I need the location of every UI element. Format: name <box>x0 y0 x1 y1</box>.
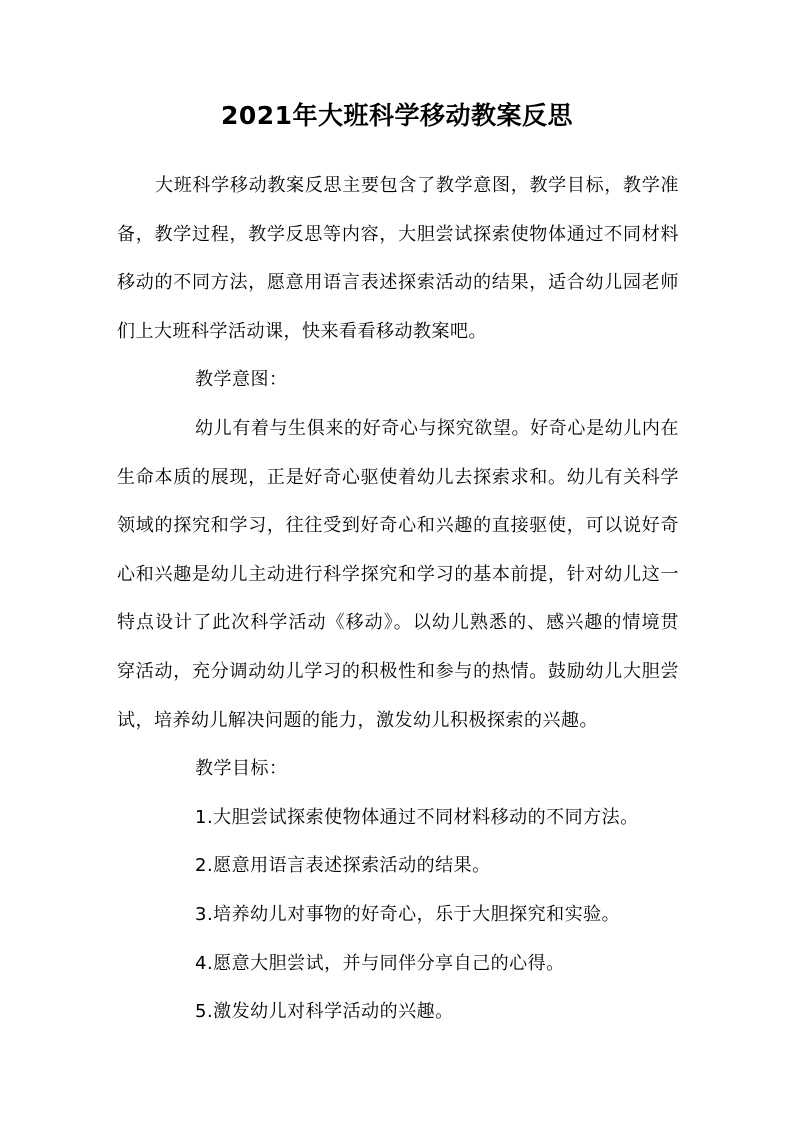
document-title: 2021年大班科学移动教案反思 <box>220 101 574 130</box>
goal-item: 3.培养幼儿对事物的好奇心，乐于大胆探究和实验。 <box>195 903 621 925</box>
goal-item: 5.激发幼儿对科学活动的兴趣。 <box>195 1001 454 1023</box>
intro-paragraph: 大班科学移动教案反思主要包含了教学意图，教学目标，教学准备，教学过程，教学反思等内容，大胆尝试探索使物体通过不同材料移动的不同方法，愿意用语言表述探索活动的结果，适合幼儿园老师们上大班科学活动课，快来看看移动教案吧。 <box>117 175 679 342</box>
goal-item: 4.愿意大胆尝试，并与同伴分享自己的心得。 <box>195 952 565 974</box>
document-body <box>117 162 679 1037</box>
section-intent-paragraph: 幼儿有着与生俱来的好奇心与探究欲望。好奇心是幼儿内在生命本质的展现，正是好奇心驱使着幼儿去探索求和。幼儿有关科学领域的探究和学习，往往受到好奇心和兴趣的直接驱使，可以说好奇心和兴趣是幼儿主动进行科学探究和学习的基本前提，针对幼儿这一特点设计了此次科学活动《移动》。以幼儿熟悉的、感兴趣的情境贯穿活动，充分调动幼儿学习的积极性和参与的热情。鼓励幼儿大胆尝试，培养幼儿解决问题的能力，激发幼儿积极探索的兴趣。 <box>117 417 679 731</box>
section-goals-heading: 教学目标： <box>195 758 288 780</box>
goal-item: 2.愿意用语言表述探索活动的结果。 <box>195 855 491 877</box>
goal-item: 1.大胆尝试探索使物体通过不同材料移动的不同方法。 <box>195 806 639 828</box>
section-intent-heading: 教学意图： <box>195 369 288 391</box>
